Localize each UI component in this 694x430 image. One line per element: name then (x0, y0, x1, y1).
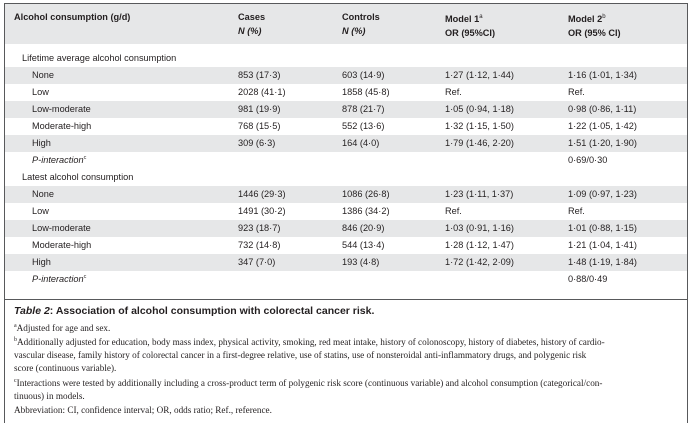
row-label: Low-moderate (32, 104, 91, 114)
table-caption (5, 299, 687, 423)
interaction-row (5, 152, 687, 169)
row-model1: 1·72 (1·42, 2·09) (445, 257, 514, 267)
footnote-b-line: vascular disease, family history of colorectal cancer in a first-degree relative, use of statins, use of nonsteroidal anti-inflammatory drugs, and polygenic risk (14, 350, 587, 360)
interaction-label-text: P-interaction (32, 155, 84, 165)
header-model2-title: Model 2 (568, 14, 603, 25)
row-model2: 1·51 (1·20, 1·90) (568, 138, 637, 148)
row-controls: 552 (13·6) (342, 121, 385, 131)
header-model2 (568, 10, 621, 40)
row-controls: 1386 (34·2) (342, 206, 390, 216)
row-model2: 1·48 (1·19, 1·84) (568, 257, 637, 267)
table-row (5, 101, 687, 118)
row-model2: 1·22 (1·05, 1·42) (568, 121, 637, 131)
interaction-value: 0·69/0·30 (568, 155, 608, 165)
table-row (5, 186, 687, 203)
abbreviation-text: Abbreviation: CI, confidence interval; OR, odds ratio; Ref., reference. (14, 405, 272, 415)
header-cases-sub: N (%) (238, 26, 262, 36)
row-cases: 347 (7·0) (238, 257, 276, 267)
footnote-b-line: Additionally adjusted for education, body mass index, physical activity, smoking, red meat intake, history of colonoscopy, history of diabetes, history of cardio- (17, 337, 605, 347)
row-model1: 1·03 (0·91, 1·16) (445, 223, 514, 233)
row-label: Moderate-high (32, 121, 92, 131)
abbreviation-note (14, 404, 678, 417)
caption-title (14, 305, 374, 317)
header-model1 (445, 10, 495, 40)
row-cases: 732 (14·8) (238, 240, 281, 250)
row-controls: 544 (13·4) (342, 240, 385, 250)
table-row (5, 67, 687, 84)
table-row (5, 118, 687, 135)
row-model1: Ref. (445, 206, 462, 216)
header-model1-mark: a (479, 14, 483, 20)
table-row (5, 237, 687, 254)
row-label: Moderate-high (32, 240, 92, 250)
interaction-label (32, 271, 86, 288)
caption-label: Table 2 (14, 305, 50, 317)
row-controls: 193 (4·8) (342, 257, 380, 267)
footnote-a-mark: a (14, 323, 17, 329)
table-header (5, 4, 687, 44)
caption-text: : Association of alcohol consumption with colorectal cancer risk. (49, 305, 375, 317)
row-model1: 1·79 (1·46, 2·20) (445, 138, 514, 148)
row-cases: 981 (19·9) (238, 104, 281, 114)
interaction-mark: c (83, 274, 87, 280)
footnote-b-line: score (continuous variable). (14, 363, 117, 373)
footnote-a (14, 322, 678, 335)
row-model1: Ref. (445, 87, 462, 97)
row-cases: 1491 (30·2) (238, 206, 286, 216)
table-row (5, 203, 687, 220)
row-cases: 2028 (41·1) (238, 87, 286, 97)
header-cases (238, 10, 265, 38)
table-row (5, 135, 687, 152)
row-controls: 1086 (26·8) (342, 189, 390, 199)
row-cases: 768 (15·5) (238, 121, 281, 131)
row-model1: 1·23 (1·11, 1·37) (445, 189, 514, 199)
row-label: None (32, 70, 54, 80)
footnote-c-mark: c (14, 378, 17, 384)
row-model1: 1·28 (1·12, 1·47) (445, 240, 514, 250)
table-row (5, 84, 687, 101)
row-model1: 1·32 (1·15, 1·50) (445, 121, 514, 131)
footnote-a-text: Adjusted for age and sex. (16, 323, 111, 333)
header-controls-sub: N (%) (342, 26, 366, 36)
table-row (5, 220, 687, 237)
header-exposure (14, 10, 130, 24)
interaction-label-text: P-interaction (32, 274, 84, 284)
footnote-c-line: Interactions were tested by additionally including a cross-product term of polygenic risk score (continuous variable) and alcohol consumption (categorical/con- (16, 378, 603, 388)
row-label: Low (32, 87, 49, 97)
section-title-text: Lifetime average alcohol consumption (22, 53, 177, 63)
interaction-value: 0·88/0·49 (568, 274, 608, 284)
row-label: High (32, 138, 51, 148)
section-title-lifetime (5, 50, 687, 67)
row-model2: 0·98 (0·86, 1·11) (568, 104, 637, 114)
row-controls: 603 (14·9) (342, 70, 385, 80)
row-model2: Ref. (568, 87, 585, 97)
row-controls: 1858 (45·8) (342, 87, 390, 97)
row-cases: 1446 (29·3) (238, 189, 286, 199)
header-controls-title: Controls (342, 12, 380, 22)
row-label: Low-moderate (32, 223, 91, 233)
footnote-b-mark: b (14, 337, 17, 343)
header-exposure-label: Alcohol consumption (g/d) (14, 12, 131, 22)
header-model2-mark: b (602, 14, 606, 20)
section-title-latest (5, 169, 687, 186)
table-frame (4, 3, 688, 423)
row-label: High (32, 257, 51, 267)
row-cases: 853 (17·3) (238, 70, 281, 80)
row-model2: 1·16 (1·01, 1·34) (568, 70, 637, 80)
row-model2: 1·09 (0·97, 1·23) (568, 189, 637, 199)
header-model1-title: Model 1 (445, 14, 480, 25)
row-cases: 923 (18·7) (238, 223, 281, 233)
footnote-b (14, 336, 678, 375)
row-cases: 309 (6·3) (238, 138, 276, 148)
interaction-row (5, 271, 687, 288)
header-controls (342, 10, 380, 38)
interaction-mark: c (83, 155, 87, 161)
footnote-c (14, 377, 678, 403)
row-label: None (32, 189, 54, 199)
header-model2-sub: OR (95% CI) (568, 28, 621, 39)
row-controls: 164 (4·0) (342, 138, 380, 148)
header-model1-sub: OR (95%CI) (445, 28, 496, 39)
row-model2: 1·01 (0·88, 1·15) (568, 223, 637, 233)
row-model1: 1·05 (0·94, 1·18) (445, 104, 514, 114)
section-title-text: Latest alcohol consumption (22, 172, 134, 182)
row-model2: Ref. (568, 206, 585, 216)
row-controls: 846 (20·9) (342, 223, 385, 233)
row-model1: 1·27 (1·12, 1·44) (445, 70, 514, 80)
row-label: Low (32, 206, 49, 216)
footnote-c-line: tinuous) in models. (14, 391, 85, 401)
header-cases-title: Cases (238, 12, 266, 22)
row-controls: 878 (21·7) (342, 104, 385, 114)
row-model2: 1·21 (1·04, 1·41) (568, 240, 637, 250)
table-row (5, 254, 687, 271)
interaction-label (32, 152, 86, 169)
